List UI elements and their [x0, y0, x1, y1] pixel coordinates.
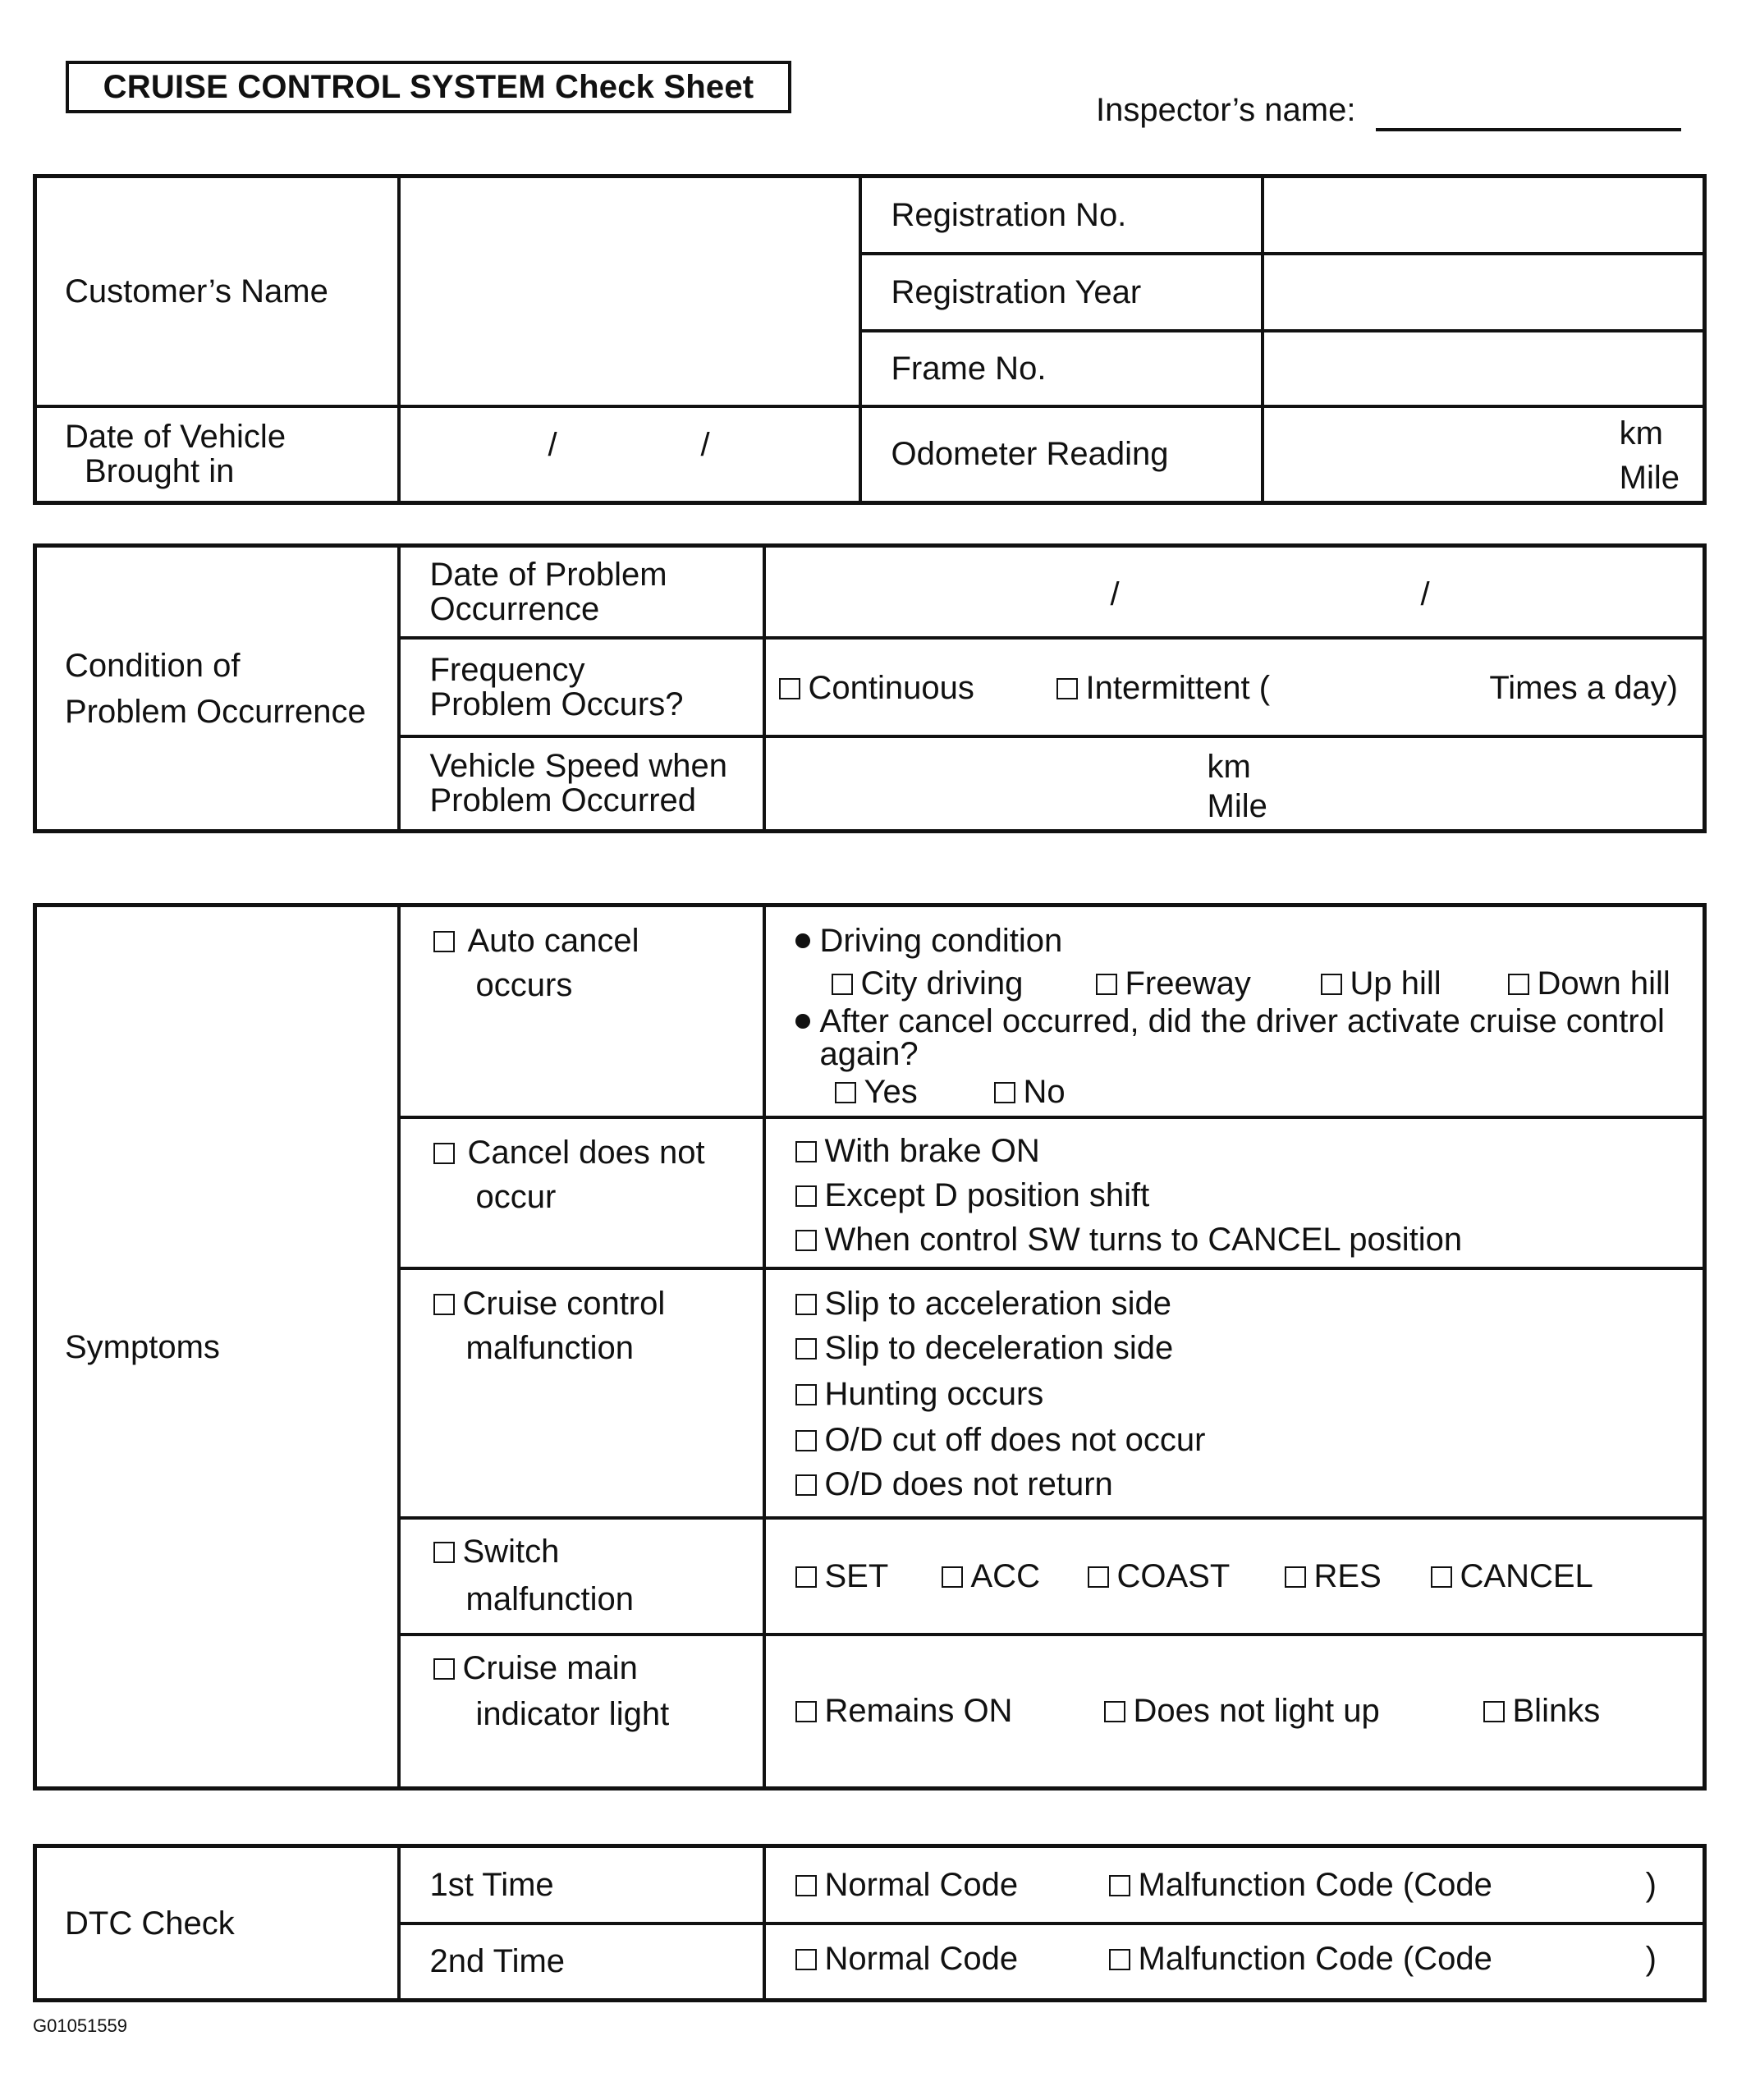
indicator-light-details — [764, 1635, 1705, 1789]
condition-section-label — [35, 546, 399, 832]
control-sw-cancel-checkbox[interactable] — [795, 1230, 817, 1251]
switch-malfunction-option[interactable]: Switch — [433, 1534, 560, 1569]
continuous-option[interactable]: Continuous — [779, 671, 974, 705]
date-separator-2: / — [700, 426, 710, 463]
registration-no-label: Registration No. — [860, 177, 1263, 254]
first-time-options — [764, 1846, 1705, 1923]
down-hill-checkbox[interactable] — [1508, 974, 1529, 995]
freeway-checkbox[interactable] — [1096, 974, 1117, 995]
problem-date-field[interactable] — [764, 546, 1705, 638]
vehicle-speed-field[interactable] — [764, 736, 1705, 832]
auto-cancel-label-line2: occurs — [475, 967, 573, 1003]
cancel-switch-checkbox[interactable] — [1431, 1566, 1452, 1588]
problem-date-separator-2: / — [1420, 576, 1430, 612]
first-normal-code-checkbox[interactable] — [795, 1875, 817, 1896]
date-brought-in-label-line1: Date of Vehicle — [65, 419, 286, 456]
cruise-malfunction-cell — [399, 1268, 764, 1518]
problem-date-separator-1: / — [1110, 576, 1120, 612]
cancel-not-occur-checkbox[interactable] — [433, 1143, 455, 1164]
first-time-label: 1st Time — [399, 1846, 764, 1923]
reactivate-question-line2: again? — [819, 1036, 919, 1072]
yes-option[interactable]: Yes — [835, 1075, 918, 1109]
city-driving-checkbox[interactable] — [832, 974, 853, 995]
no-option[interactable]: No — [994, 1075, 1066, 1109]
bullet-icon — [795, 1014, 810, 1029]
registration-year-label: Registration Year — [860, 254, 1263, 331]
indicator-light-checkbox[interactable] — [433, 1658, 455, 1680]
indicator-light-cell — [399, 1635, 764, 1789]
no-checkbox[interactable] — [994, 1082, 1015, 1103]
second-malfunction-code-option[interactable]: Malfunction Code (Code — [1109, 1942, 1492, 1976]
up-hill-checkbox[interactable] — [1321, 974, 1342, 995]
with-brake-on-checkbox[interactable] — [795, 1141, 817, 1162]
symptoms-section-label: Symptoms — [35, 906, 399, 1789]
blinks-option[interactable]: Blinks — [1483, 1694, 1601, 1728]
cruise-malfunction-details — [764, 1268, 1705, 1518]
city-driving-option[interactable]: City driving — [832, 966, 1024, 1001]
up-hill-option[interactable]: Up hill — [1321, 966, 1441, 1001]
first-malfunction-code-option[interactable]: Malfunction Code (Code — [1109, 1868, 1492, 1902]
remains-on-option[interactable]: Remains ON — [795, 1694, 1013, 1728]
first-malfunction-code-checkbox[interactable] — [1109, 1875, 1130, 1896]
od-cut-off-checkbox[interactable] — [795, 1430, 817, 1451]
slip-acceleration-option[interactable]: Slip to acceleration side — [795, 1286, 1171, 1321]
figure-code: G01051559 — [33, 2015, 127, 2036]
customer-name-label: Customer’s Name — [35, 177, 399, 406]
acc-checkbox[interactable] — [942, 1566, 963, 1588]
second-malfunction-code-checkbox[interactable] — [1109, 1949, 1130, 1970]
down-hill-option[interactable]: Down hill — [1508, 966, 1671, 1001]
odometer-field[interactable] — [1263, 406, 1705, 503]
indicator-light-label-line2: indicator light — [475, 1695, 670, 1732]
intermittent-checkbox[interactable] — [1056, 678, 1078, 699]
cancel-not-occur-label-line2: occur — [475, 1178, 557, 1215]
hunting-occurs-option[interactable]: Hunting occurs — [795, 1377, 1044, 1411]
blinks-checkbox[interactable] — [1483, 1701, 1505, 1722]
indicator-light-option[interactable]: Cruise main — [433, 1651, 638, 1685]
res-option[interactable]: RES — [1285, 1559, 1382, 1593]
bullet-icon — [795, 933, 810, 948]
registration-no-field[interactable] — [1263, 177, 1705, 254]
speed-unit-km: km — [1207, 748, 1251, 785]
cruise-malfunction-checkbox[interactable] — [433, 1294, 455, 1315]
auto-cancel-cell — [399, 906, 764, 1117]
problem-date-label — [399, 546, 764, 638]
with-brake-on-option[interactable]: With brake ON — [795, 1134, 1040, 1168]
condition-table — [33, 543, 1707, 833]
inspector-name-field[interactable] — [1376, 128, 1681, 131]
hunting-occurs-checkbox[interactable] — [795, 1384, 817, 1405]
problem-date-label-line2: Occurrence — [429, 590, 600, 627]
second-time-label: 2nd Time — [399, 1923, 764, 2001]
remains-on-checkbox[interactable] — [795, 1701, 817, 1722]
switch-malfunction-cell — [399, 1518, 764, 1635]
cancel-not-occur-option[interactable]: Cancel does not — [433, 1135, 705, 1170]
vehicle-speed-label-line1: Vehicle Speed when — [429, 748, 727, 785]
second-time-options — [764, 1923, 1705, 2001]
date-brought-in-label — [35, 406, 399, 503]
inspector-label: Inspector’s name: — [1096, 92, 1356, 128]
second-normal-code-checkbox[interactable] — [795, 1949, 817, 1970]
first-normal-code-option[interactable]: Normal Code — [795, 1868, 1019, 1902]
problem-date-label-line1: Date of Problem — [429, 556, 667, 593]
second-normal-code-option[interactable]: Normal Code — [795, 1942, 1019, 1976]
odometer-unit-mile: Mile — [1619, 459, 1680, 496]
od-cut-off-option[interactable]: O/D cut off does not occur — [795, 1423, 1206, 1457]
not-light-up-option[interactable]: Does not light up — [1104, 1694, 1380, 1728]
vehicle-speed-label — [399, 736, 764, 832]
cruise-malfunction-label-line2: malfunction — [465, 1329, 635, 1366]
cancel-not-occur-details — [764, 1117, 1705, 1268]
customer-name-field[interactable] — [399, 177, 860, 406]
frequency-label — [399, 638, 764, 736]
symptoms-table — [33, 903, 1707, 1791]
auto-cancel-option[interactable]: Auto cancel — [433, 924, 639, 958]
date-brought-in-label-line2: Brought in — [85, 453, 235, 490]
odometer-unit-km: km — [1619, 415, 1663, 452]
odometer-label: Odometer Reading — [860, 406, 1263, 503]
frame-no-field[interactable] — [1263, 331, 1705, 406]
date-separator-1: / — [548, 426, 557, 463]
sheet-title: CRUISE CONTROL SYSTEM Check Sheet — [66, 61, 791, 113]
coast-option[interactable]: COAST — [1088, 1559, 1231, 1593]
set-checkbox[interactable] — [795, 1566, 817, 1588]
switch-malfunction-details — [764, 1518, 1705, 1635]
vehicle-info-table — [33, 174, 1707, 505]
res-checkbox[interactable] — [1285, 1566, 1306, 1588]
cruise-malfunction-option[interactable]: Cruise control — [433, 1286, 666, 1321]
od-not-return-option[interactable]: O/D does not return — [795, 1467, 1113, 1502]
acc-option[interactable]: ACC — [942, 1559, 1040, 1593]
vehicle-speed-label-line2: Problem Occurred — [429, 782, 697, 819]
continuous-checkbox[interactable] — [779, 678, 800, 699]
condition-label-line2: Problem Occurrence — [65, 693, 366, 730]
intermittent-option[interactable]: Intermittent ( — [1056, 671, 1271, 705]
condition-label-line1: Condition of — [65, 647, 241, 684]
speed-unit-mile: Mile — [1207, 787, 1267, 824]
not-light-up-checkbox[interactable] — [1104, 1701, 1125, 1722]
auto-cancel-checkbox[interactable] — [433, 931, 455, 952]
switch-malfunction-label-line2: malfunction — [465, 1580, 635, 1617]
dtc-check-label: DTC Check — [35, 1846, 399, 2001]
first-code-close-paren: ) — [1645, 1867, 1657, 1903]
slip-deceleration-checkbox[interactable] — [795, 1338, 817, 1359]
times-a-day-label: Times a day) — [1489, 669, 1678, 706]
freeway-option[interactable]: Freeway — [1096, 966, 1251, 1001]
switch-malfunction-checkbox[interactable] — [433, 1542, 455, 1563]
slip-acceleration-checkbox[interactable] — [795, 1294, 817, 1315]
second-code-close-paren: ) — [1645, 1940, 1657, 1977]
except-d-position-checkbox[interactable] — [795, 1185, 817, 1207]
od-not-return-checkbox[interactable] — [795, 1474, 817, 1496]
frequency-label-line2: Problem Occurs? — [429, 685, 684, 722]
registration-year-field[interactable] — [1263, 254, 1705, 331]
dtc-check-table — [33, 1844, 1707, 2002]
frequency-options — [764, 638, 1705, 736]
yes-checkbox[interactable] — [835, 1082, 856, 1103]
cancel-switch-option[interactable]: CANCEL — [1431, 1559, 1593, 1593]
auto-cancel-details — [764, 906, 1705, 1117]
cancel-not-occur-cell — [399, 1117, 764, 1268]
driving-condition-label: Driving condition — [795, 924, 1063, 958]
date-brought-in-field[interactable] — [399, 406, 860, 503]
frequency-label-line1: Frequency — [429, 651, 585, 688]
frame-no-label: Frame No. — [860, 331, 1263, 406]
coast-checkbox[interactable] — [1088, 1566, 1109, 1588]
control-sw-cancel-option[interactable]: When control SW turns to CANCEL position — [795, 1222, 1463, 1257]
except-d-position-option[interactable]: Except D position shift — [795, 1178, 1150, 1213]
slip-deceleration-option[interactable]: Slip to deceleration side — [795, 1331, 1174, 1365]
reactivate-question: After cancel occurred, did the driver activate cruise control — [795, 1004, 1665, 1039]
set-option[interactable]: SET — [795, 1559, 889, 1593]
